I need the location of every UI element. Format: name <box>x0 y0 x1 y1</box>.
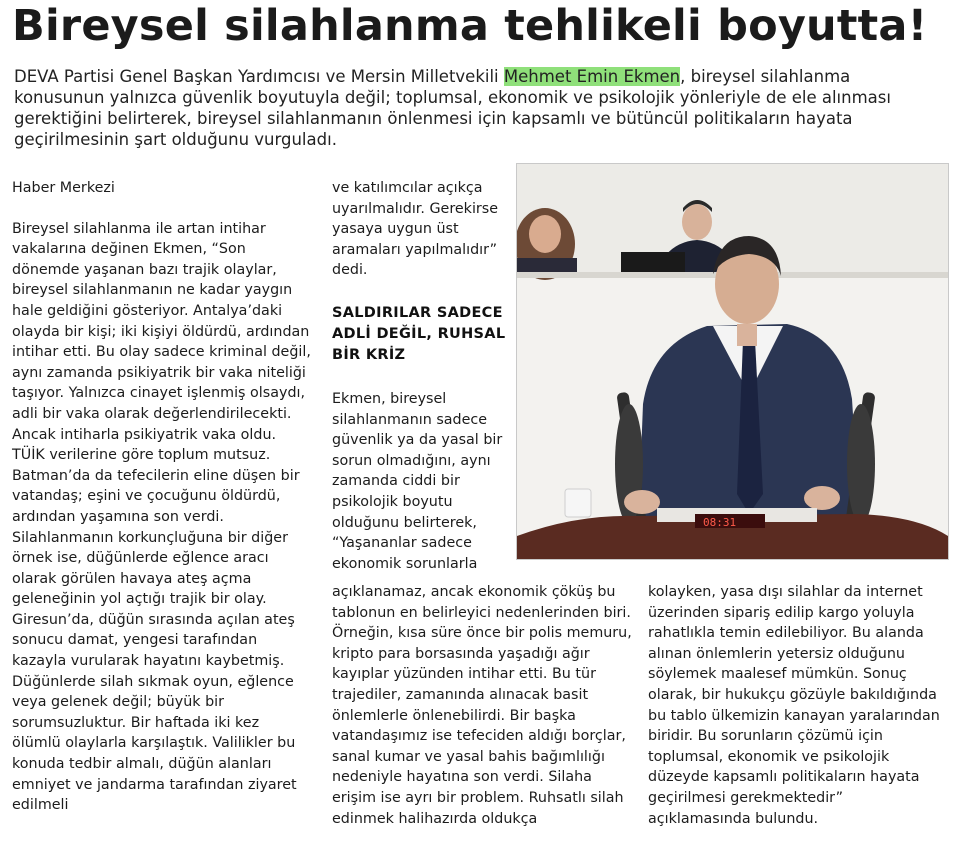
lead-text-end: , bireysel silahlanma konusunun yalnızca güvenlik boyutuyla değil; toplumsal, ekonomik ve psikolojik yönleriyle de ele alınması gerektiğini belirterek, bireysel silahlanmanın önlenmesi için kapsamlı ve bütüncül politikaların hayata geçirilmesinin şart olduğunu vurguladı. <box>14 67 891 149</box>
column-3 <box>648 582 948 829</box>
subheading: SALDIRILAR SADECE ADLİ DEĞİL, RUHSAL BİR KRİZ <box>332 304 506 363</box>
column-1 <box>12 178 312 816</box>
svg-text:08:31: 08:31 <box>703 516 737 529</box>
column-2-top-text: ve katılımcılar açıkça uyarılmalıdır. Gerekirse yasaya uygun üst aramaları yapılmalıdır” dedi. <box>332 180 499 279</box>
column-2-mid-text: Ekmen, bireysel silahlanmanın sadece güvenlik ya da yasal bir sorun olmadığını, aynı zamanda ciddi bir psikolojik boyutu olduğunu belirterek, “Yaşananlar sadece ekonomik sorunlarla <box>332 390 503 572</box>
parliament-speaker-illustration <box>517 164 948 559</box>
column-1-text: Bireysel silahlanma ile artan intihar vakalarına değinen Ekmen, “Son dönemde yaşanan bazı trajik olaylar, bireysel silahlanmanın ne kadar yaygın hale geldiğini gösteriyor. Antalya’daki olayda bir kişi; iki kişiyi öldürdü, ardından intihar etti. Bu olay sadece kriminal değil, aynı zamanda psikiyatrik bir vaka niteliği taşıyor. Yalnızca cinayet işlenmiş olsaydı, adli bir vaka olarak değerlendirilecekti. Ancak intiharla psikiyatrik vaka oldu. TÜİK verilerine göre toplum mutsuz. Batman’da da tefecilerin eline düşen bir vatandaş; eşini ve çocuğunu öldürdü, ardından yaşamına son verdi. Silahlanmanın korkunçluğuna bir diğer örnek ise, düğünlerde eğlence aracı olarak görülen havaya ateş açma geleneğinin yol açtığı trajik bir olay. Giresun’da, düğün sırasında açılan ateş sonucu damat, yengesi tarafından kazayla vurularak hayatını kaybetmiş. Düğünlerde silah sıkmak oyun, eğlence veya gelenek değil; büyük bir sorumsuzluktur. Bir haftada iki kez ölümlü olaylarla karşılaştık. Valilikler bu konuda tedbir almalı, düğün alanları emniyet ve jandarma tarafından ziyaret edilmeli <box>12 220 311 814</box>
headline: Bireysel silahlanma tehlikeli boyutta! <box>12 1 928 51</box>
column-2-bottom-text: açıklanamaz, ancak ekonomik çöküş bu tablonun en belirleyici nedenlerinden biri. Örneğin, kısa süre önce bir polis memuru, kripto para borsasında yaşadığı ağır kayıplar yüzünden intihar etti. Bu tür trajediler, zamanında alınacak basit önlemlerle önlenebilirdi. Bir başka vatandaşımız ise tefeciden aldığı borçlar, sanal kumar ve yasal bahis bağımlılığı nedeniyle hayatına son verdi. Silaha erişim ise ayrı bir problem. Ruhsatlı silah edinmek halihazırda oldukça <box>332 584 632 827</box>
column-2-bottom <box>332 582 632 829</box>
column-2 <box>332 178 512 574</box>
dateline: Haber Merkezi <box>12 180 115 196</box>
lead-text-start: DEVA Partisi Genel Başkan Yardımcısı ve Mersin Milletvekili <box>14 67 504 86</box>
highlighted-name: Mehmet Emin Ekmen <box>503 67 681 86</box>
lead-paragraph <box>14 66 944 150</box>
column-3-text: kolayken, yasa dışı silahlar da internet üzerinden sipariş edilip kargo yoluyla rahatlıkla temin edilebiliyor. Bu alanda alınan önlemlerin yetersiz olduğunu söylemek maalesef mümkün. Sonuç olarak, bir hukukçu gözüyle bakıldığında bu tablo ülkemizin kanayan yaralarından biridir. Bu sorunların çözümü için toplumsal, ekonomik ve psikolojik düzeyde kapsamlı politikaların hayata geçirilmesi gerekmektedir” açıklamasında bulundu. <box>648 584 940 827</box>
speaker-photo <box>516 163 949 560</box>
